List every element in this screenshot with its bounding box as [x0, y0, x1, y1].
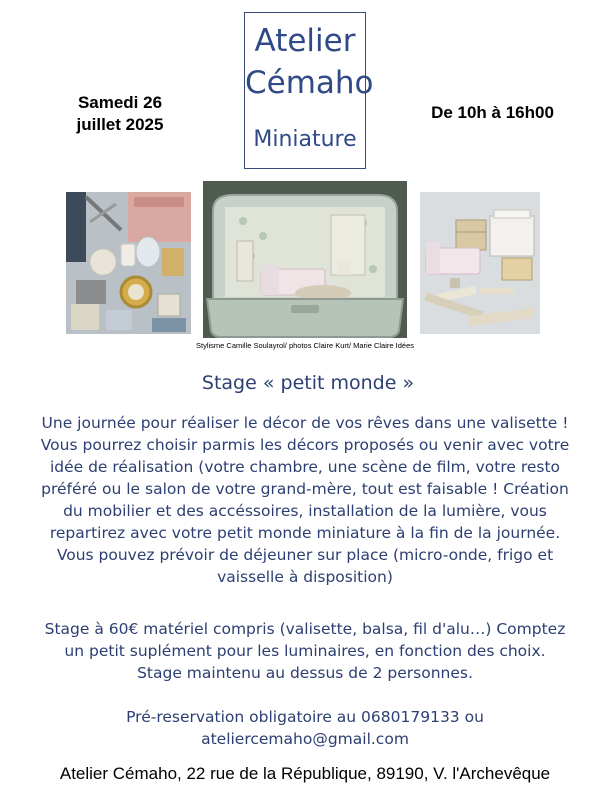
stage-description: Une journée pour réaliser le décor de vos rêves dans une valisette ! Vous pourrez choisir parmis les décors proposés ou venir avec votre idée de réalisation (votre chambre, une scène de film, votre resto préféré ou le salon de votre grand-mère, tout est faisable ! Création du mobilier et des accéssoires, installation de la lumière, vous repartirez avec votre petit monde miniature à la fin de la journée. Vous pouvez prévoir de déjeuner sur place (micro-onde, frigo et vaisselle à disposition) — [40, 414, 570, 586]
logo-subtitle: Miniature — [253, 127, 357, 152]
event-date-day: Samedi 26 — [77, 93, 163, 112]
footer-address: Atelier Cémaho, 22 rue de la République, 89190, V. l'Archevêque — [59, 764, 551, 783]
stage-pricing: Stage à 60€ matériel compris (valisette, balsa, fil d'alu…) Comptez un petit suplément pour les luminaires, en fonction des choix. Stage maintenu au dessus de 2 personnes. — [44, 620, 566, 682]
reservation-info: Pré-reservation obligatoire au 0680179133 ou ateliercemaho@gmail.com — [126, 708, 484, 748]
photo-materials-image — [66, 192, 191, 334]
photo-furniture-image — [420, 192, 540, 334]
logo — [244, 12, 374, 169]
logo-title: Atelier — [254, 23, 356, 59]
event-date — [60, 92, 180, 136]
logo-brand: Cémaho — [245, 65, 374, 101]
photo-suitcase-image — [203, 181, 407, 338]
photo-suitcase-diorama — [203, 181, 407, 338]
photo-furniture — [420, 192, 540, 334]
photo-credit: Stylisme Camille Soulayrol/ photos Claire Kurt/ Marie Claire Idées — [196, 341, 414, 350]
stage-title: Stage « petit monde » — [201, 372, 415, 394]
photo-materials — [66, 192, 191, 334]
event-hours: De 10h à 16h00 — [431, 103, 554, 122]
event-date-month: juillet 2025 — [76, 115, 164, 134]
